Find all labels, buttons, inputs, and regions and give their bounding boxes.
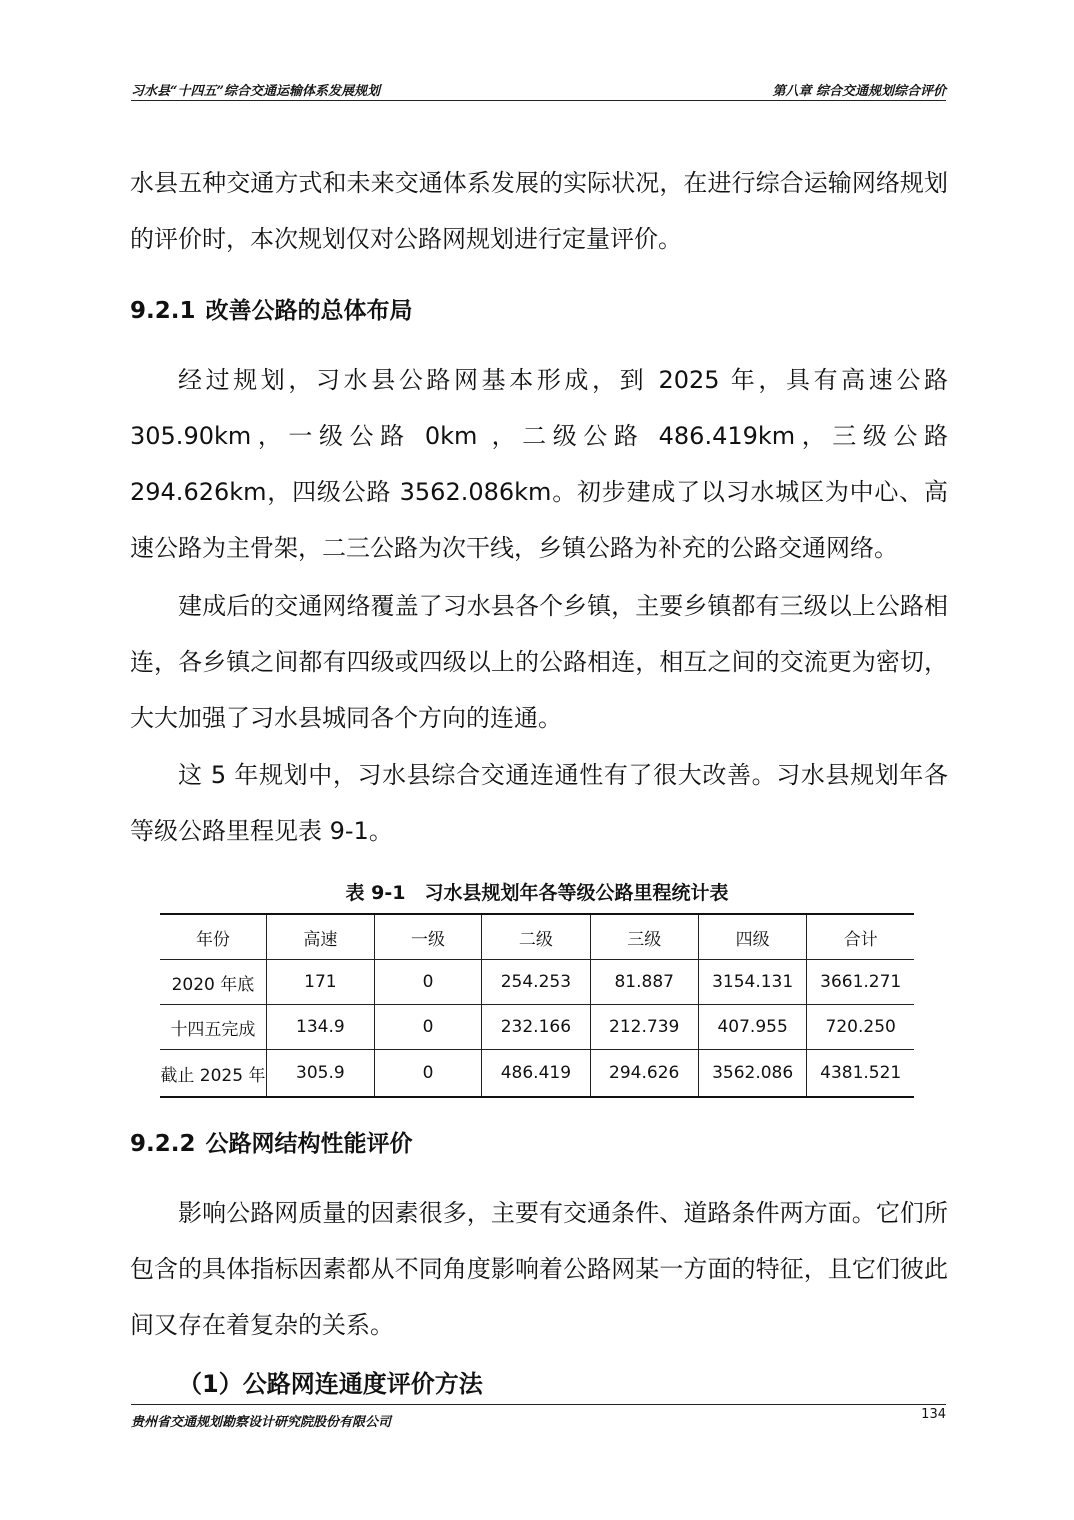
col-header: 二级 (482, 914, 590, 960)
table-cell: 294.626 (590, 1050, 698, 1098)
table-row (160, 1050, 914, 1098)
table-cell: 3154.131 (698, 960, 807, 1005)
section-title: 公路网结构性能评价 (205, 1131, 413, 1157)
col-header: 高速 (266, 914, 374, 960)
header-chapter-title: 第八章 综合交通规划综合评价 (772, 84, 946, 99)
page-number: 134 (921, 1407, 946, 1422)
paragraph-network-quality: 影响公路网质量的因素很多，主要有交通条件、道路条件两方面。它们所包含的具体指标因素都从不同角度影响着公路网某一方面的特征，且它们彼此间又存在着复杂的关系。 (130, 1199, 948, 1339)
table-cell: 0 (374, 960, 481, 1005)
table-caption: 表 9-1 习水县规划年各等级公路里程统计表 (345, 882, 729, 904)
page-header (131, 78, 946, 101)
table-cell: 407.955 (698, 1005, 807, 1050)
table-cell: 171 (266, 960, 374, 1005)
header-document-title: 习水县“十四五”综合交通运输体系发展规划 (131, 84, 380, 99)
section-heading-9-2-1 (130, 292, 413, 325)
table-cell: 134.9 (266, 1005, 374, 1050)
page-footer (131, 1404, 946, 1430)
table-cell: 81.887 (590, 960, 698, 1005)
section-number: 9.2.2 (130, 1131, 196, 1157)
table-cell: 0 (374, 1005, 481, 1050)
table-cell: 3661.271 (807, 960, 914, 1005)
table-cell: 486.419 (482, 1050, 590, 1098)
table-cell: 720.250 (807, 1005, 914, 1050)
col-header: 四级 (698, 914, 807, 960)
footer-organization: 贵州省交通规划勘察设计研究院股份有限公司 (131, 1415, 392, 1430)
table-cell: 十四五完成 (160, 1005, 266, 1050)
table-cell: 2020 年底 (160, 960, 266, 1005)
table-cell: 305.9 (266, 1050, 374, 1098)
section-heading-9-2-2 (130, 1125, 413, 1158)
table-cell: 4381.521 (807, 1050, 914, 1098)
section-number: 9.2.1 (130, 298, 196, 324)
table-row (160, 960, 914, 1005)
paragraph-coverage: 建成后的交通网络覆盖了习水县各个乡镇，主要乡镇都有三级以上公路相连，各乡镇之间都有四级或四级以上的公路相连，相互之间的交流更为密切，大大加强了习水县城同各个方向的连通。 (130, 592, 948, 732)
col-header: 三级 (590, 914, 698, 960)
table-cell: 截止 2025 年 (160, 1050, 266, 1098)
table-cell: 0 (374, 1050, 481, 1098)
section-title: 改善公路的总体布局 (205, 298, 413, 324)
table-header-row (160, 914, 914, 960)
col-header: 合计 (807, 914, 914, 960)
paragraph-connectivity: 这 5 年规划中，习水县综合交通连通性有了很大改善。习水县规划年各等级公路里程见表 9-1。 (130, 761, 948, 845)
col-header: 一级 (374, 914, 481, 960)
col-header: 年份 (160, 914, 266, 960)
table-cell: 212.739 (590, 1005, 698, 1050)
paragraph-road-network: 经过规划，习水县公路网基本形成，到 2025 年，具有高速公路 305.90km，一级公路 0km ，二级公路 486.419km，三级公路 294.626km，四级公路 3562.086km。初步建成了以习水城区为中心、高速公路为主骨架，二三公路为次干线，乡镇公路为补充的公路交通网络。 (130, 366, 948, 562)
table-row (160, 1005, 914, 1050)
table-cell: 3562.086 (698, 1050, 807, 1098)
table-cell: 232.166 (482, 1005, 590, 1050)
subsection-heading: （1）公路网连通度评价方法 (178, 1370, 483, 1398)
paragraph-intro: 水县五种交通方式和未来交通体系发展的实际状况，在进行综合运输网络规划的评价时，本次规划仅对公路网规划进行定量评价。 (130, 169, 948, 253)
road-mileage-table (160, 913, 914, 1098)
table-cell: 254.253 (482, 960, 590, 1005)
